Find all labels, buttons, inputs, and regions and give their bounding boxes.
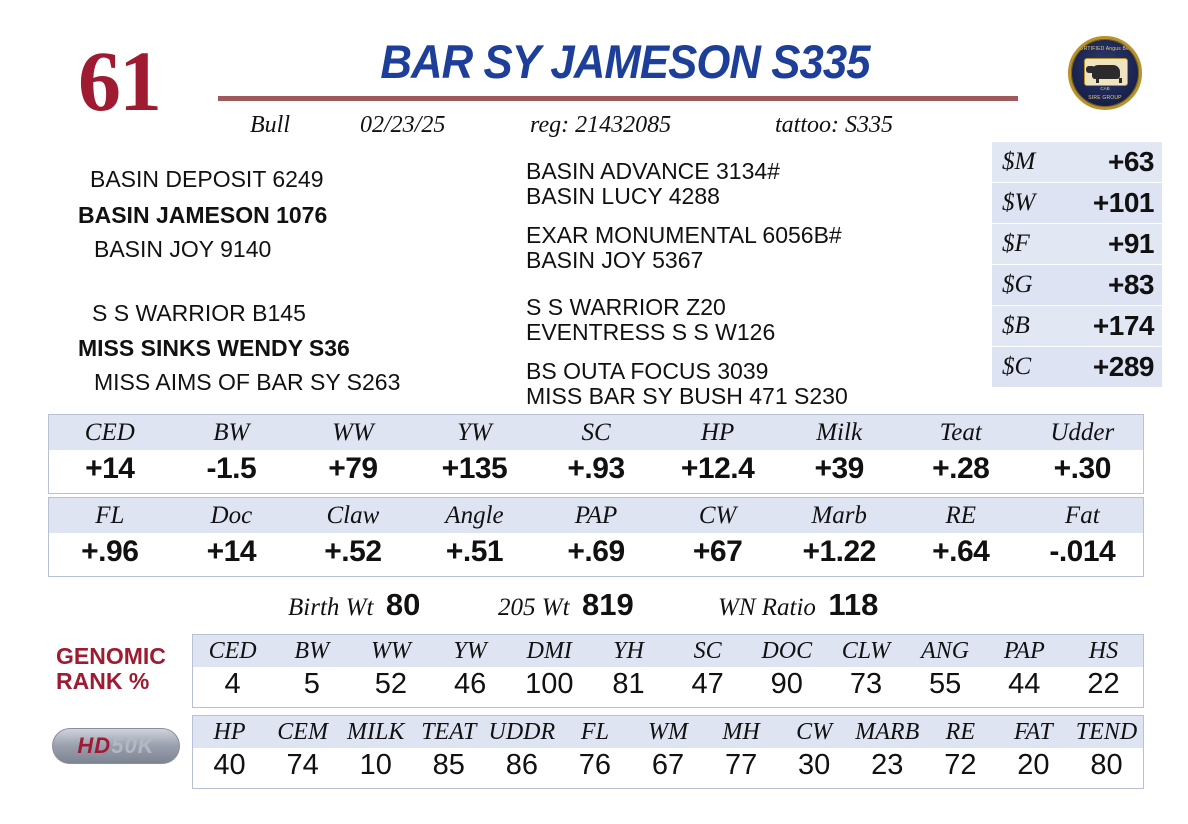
epd-value: -1.5 — [206, 452, 257, 485]
badge-inner-plate — [1084, 58, 1128, 86]
epd-header: Fat — [1064, 502, 1100, 529]
genomic-header: CW — [796, 719, 833, 745]
dollar-label: $M — [1002, 148, 1036, 175]
birth-weight — [288, 587, 420, 623]
genomic-header: YH — [613, 638, 644, 664]
genomic-value: 5 — [303, 668, 320, 700]
epd-header: CW — [698, 502, 737, 529]
genomic-header: TEND — [1075, 719, 1138, 745]
pedigree-great-7: BS OUTA FOCUS 3039 — [526, 358, 769, 384]
dollar-label: $C — [1002, 353, 1032, 380]
epd-header: PAP — [574, 502, 618, 529]
dollar-label: $B — [1002, 312, 1030, 339]
genomic-label-line-1: GENOMIC — [56, 643, 166, 669]
epd-header: BW — [213, 419, 250, 446]
epd-header: Doc — [210, 502, 253, 529]
epd-value: +.28 — [932, 452, 990, 485]
genomic-header-row — [193, 635, 1143, 667]
genomic-table-row-2 — [192, 715, 1144, 789]
genomic-header: ANG — [921, 638, 970, 664]
genomic-label-line-2: RANK % — [56, 668, 150, 694]
genomic-header: UDDR — [488, 719, 556, 745]
genomic-header: BW — [294, 638, 330, 664]
epd-table-row-1 — [48, 414, 1144, 494]
genomic-value: 40 — [213, 749, 246, 781]
genomic-header: MARB — [855, 719, 920, 745]
dollar-value: +83 — [1108, 269, 1154, 300]
epd-header: WW — [332, 419, 374, 446]
epd-header: Milk — [816, 419, 863, 446]
genomic-table-row-1 — [192, 634, 1144, 708]
dollar-value-index-table — [992, 142, 1162, 388]
pedigree-great-6: EVENTRESS S S W126 — [526, 319, 776, 345]
genomic-header: RE — [945, 719, 975, 745]
pedigree-great-2: BASIN LUCY 4288 — [526, 183, 720, 209]
dollar-value: +174 — [1092, 310, 1154, 341]
genomic-header: MH — [722, 719, 760, 745]
genomic-rank-label — [56, 644, 196, 694]
dam-grandsire: S S WARRIOR B145 — [92, 300, 306, 326]
genomic-header: HS — [1088, 638, 1119, 664]
genomic-header: FL — [580, 719, 609, 745]
badge-mid-text: CAB — [1100, 86, 1110, 91]
epd-value: +79 — [328, 452, 378, 485]
genomic-value: 74 — [286, 749, 319, 781]
epd-header: Marb — [811, 502, 867, 529]
registration-number: reg: 21432085 — [530, 112, 672, 138]
epd-value: +14 — [206, 535, 257, 568]
epd-header: HP — [700, 419, 735, 446]
dam: MISS SINKS WENDY S36 — [78, 335, 350, 361]
epd-value: +.51 — [445, 535, 504, 568]
epd-header-row — [49, 415, 1143, 450]
genomic-header: PAP — [1003, 638, 1045, 664]
genomic-header: TEAT — [421, 719, 477, 745]
genomic-header: WM — [648, 719, 688, 745]
genomic-header: HP — [213, 719, 246, 745]
angus-bull-icon — [1092, 65, 1120, 79]
dollar-value: +101 — [1092, 187, 1154, 218]
genomic-value: 47 — [691, 668, 724, 700]
genomic-value: 10 — [359, 749, 392, 781]
animal-name-title: BAR SY JAMESON S335 — [380, 35, 870, 88]
genomic-value: 4 — [224, 668, 241, 700]
genomic-value: 44 — [1008, 668, 1041, 700]
genomic-header-row — [193, 716, 1143, 748]
weaning-weight-label: 205 Wt — [498, 594, 570, 621]
epd-value: +135 — [441, 452, 508, 485]
dollar-label: $W — [1002, 189, 1036, 216]
pedigree-block — [78, 158, 968, 408]
pedigree-great-1: BASIN ADVANCE 3134# — [526, 158, 780, 184]
hd50k-logo-icon — [52, 728, 180, 764]
epd-value-row — [49, 533, 1143, 576]
weaning-ratio — [718, 587, 878, 623]
dollar-value: +289 — [1092, 351, 1154, 382]
birth-weight-value: 80 — [385, 587, 421, 622]
genomic-value-row — [193, 748, 1143, 788]
genomic-header: FAT — [1014, 719, 1053, 745]
epd-value: +.93 — [567, 452, 625, 485]
genomic-value: 90 — [770, 668, 803, 700]
genomic-header: CEM — [277, 719, 328, 745]
epd-header: YW — [457, 419, 492, 446]
genomic-value: 55 — [929, 668, 962, 700]
genomic-value: 46 — [453, 668, 487, 700]
dollar-value-row — [992, 265, 1162, 306]
genomic-value: 100 — [525, 668, 574, 700]
weaning-ratio-label: WN Ratio — [718, 594, 816, 621]
animal-id-row — [230, 112, 990, 142]
dollar-value-row — [992, 347, 1162, 388]
dam-granddam: MISS AIMS OF BAR SY S263 — [94, 369, 401, 395]
epd-value: +.64 — [932, 535, 990, 568]
badge-top-text: CERTIFIED Angus Beef — [1076, 46, 1134, 52]
epd-value: +.52 — [324, 535, 382, 568]
genomic-header: CLW — [841, 638, 891, 664]
pedigree-great-8: MISS BAR SY BUSH 471 S230 — [526, 383, 848, 409]
epd-header: SC — [581, 419, 611, 446]
tattoo-number: tattoo: S335 — [775, 112, 893, 138]
sire-granddam: BASIN JOY 9140 — [94, 236, 272, 262]
epd-header: Angle — [445, 502, 504, 529]
genomic-header: CED — [208, 638, 257, 664]
sex-label: Bull — [250, 112, 290, 138]
epd-value: +1.22 — [802, 535, 876, 568]
dollar-value-row — [992, 142, 1162, 183]
genomic-value: 22 — [1087, 668, 1120, 700]
genomic-value: 30 — [798, 749, 831, 781]
birth-weight-label: Birth Wt — [288, 594, 374, 621]
epd-header-row — [49, 498, 1143, 533]
sire: BASIN JAMESON 1076 — [78, 202, 328, 228]
epd-value: +.96 — [81, 535, 139, 568]
genomic-value: 23 — [871, 749, 904, 781]
epd-value: +39 — [814, 452, 864, 485]
epd-header: CED — [84, 419, 135, 446]
epd-header: Teat — [939, 419, 982, 446]
genomic-value: 80 — [1090, 749, 1123, 781]
header-divider — [218, 96, 1018, 101]
epd-table-row-2 — [48, 497, 1144, 577]
genomic-value: 72 — [944, 749, 977, 781]
pedigree-great-5: S S WARRIOR Z20 — [526, 294, 726, 320]
epd-value: +.69 — [567, 535, 625, 568]
weights-row — [48, 583, 1144, 625]
epd-header: RE — [945, 502, 976, 529]
lot-number: 61 — [78, 33, 160, 129]
genomic-header: WW — [370, 638, 411, 664]
genomic-header: DMI — [526, 638, 572, 664]
epd-value: +67 — [692, 535, 743, 568]
epd-value: -.014 — [1049, 535, 1116, 568]
dollar-value: +63 — [1108, 146, 1154, 177]
dollar-value-row — [992, 306, 1162, 347]
pedigree-great-4: BASIN JOY 5367 — [526, 247, 704, 273]
genomic-value: 52 — [374, 668, 408, 700]
badge-bottom-text: SIRE GROUP — [1088, 95, 1122, 101]
genomic-value: 81 — [612, 668, 645, 700]
genomic-value: 85 — [432, 749, 465, 781]
genomic-value: 20 — [1017, 749, 1050, 781]
genomic-value: 76 — [578, 749, 612, 781]
dollar-label: $F — [1002, 230, 1030, 257]
sire-grandsire: BASIN DEPOSIT 6249 — [90, 166, 324, 192]
epd-header: FL — [95, 502, 125, 529]
genomic-header: MILK — [347, 719, 405, 745]
hd50k-text-50k: 50K — [111, 733, 155, 758]
genomic-header: DOC — [761, 638, 813, 664]
epd-value: +12.4 — [680, 452, 755, 485]
genomic-value: 77 — [724, 749, 758, 781]
weaning-ratio-value: 118 — [828, 587, 879, 622]
genomic-value: 67 — [651, 749, 685, 781]
epd-value: +14 — [85, 452, 135, 485]
genomic-value: 73 — [849, 668, 883, 700]
dollar-value-row — [992, 224, 1162, 265]
genomic-header: YW — [453, 638, 487, 664]
dollar-value: +91 — [1108, 228, 1154, 259]
genomic-value: 86 — [505, 749, 538, 781]
hd50k-text-hd: HD — [77, 733, 112, 758]
birth-date: 02/23/25 — [360, 112, 446, 138]
epd-header: Udder — [1050, 419, 1115, 446]
dollar-label: $G — [1002, 271, 1033, 298]
hd50k-logo-text — [77, 733, 154, 759]
certified-angus-beef-badge-icon — [1068, 36, 1142, 110]
dollar-value-row — [992, 183, 1162, 224]
weaning-weight — [498, 587, 634, 623]
weaning-weight-value: 819 — [581, 587, 634, 622]
epd-value-row — [49, 450, 1143, 493]
epd-header: Claw — [326, 502, 380, 529]
epd-value: +.30 — [1053, 452, 1111, 485]
pedigree-great-3: EXAR MONUMENTAL 6056B# — [526, 222, 842, 248]
genomic-header: SC — [693, 638, 722, 664]
genomic-value-row — [193, 667, 1143, 707]
